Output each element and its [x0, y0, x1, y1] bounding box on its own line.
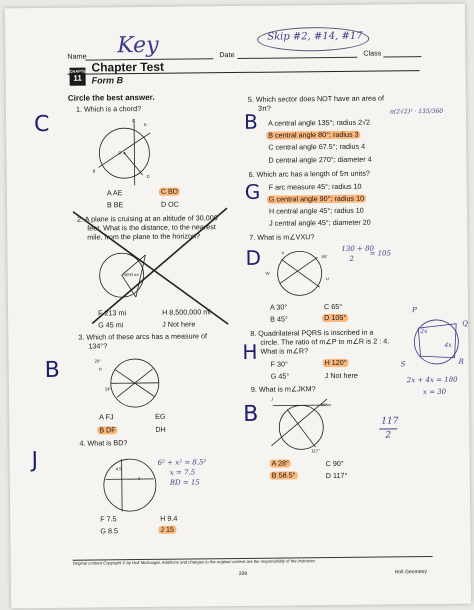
- q3-diagram: [96, 353, 177, 414]
- q1-label-e: E: [144, 121, 147, 127]
- q8-stem-line2: circle. The ratio of m∠P to m∠R is 2 : 4.: [260, 336, 390, 347]
- q3-choice-d: DH: [155, 424, 166, 434]
- q9-choice-b: B 58.5°: [270, 471, 298, 480]
- skip-note: Skip #2, #14, #17: [267, 30, 363, 43]
- q9-choice-c: C 90°: [325, 458, 344, 469]
- form-label: Form B: [91, 75, 124, 86]
- q8-label-p: P: [412, 306, 417, 315]
- q7-mark: D: [245, 245, 262, 270]
- q7-label-u: U: [325, 276, 329, 282]
- q1-choice-b: B BE: [106, 200, 124, 210]
- q8-label-2x: 2x: [420, 328, 428, 336]
- q7-label-v: V: [281, 250, 285, 256]
- q9-mark: B: [243, 401, 259, 427]
- q1-stem: 1. Which is a chord?: [75, 104, 142, 114]
- q3-choice-a: A FJ: [99, 412, 114, 422]
- q8-label-s: S: [400, 360, 406, 369]
- q6-choice-g: G central angle 90°; radius 10: [267, 195, 366, 204]
- q4-stem: 4. What is BD?: [79, 438, 128, 448]
- q5-work: π(2√2)² · 135/360: [389, 107, 444, 116]
- q6-choice-f: F arc measure 45°; radius 10: [268, 181, 362, 192]
- worksheet-page: [5, 4, 471, 609]
- q4-label-4-5: 4.5: [115, 466, 122, 472]
- q9-diagram: [271, 397, 342, 456]
- q1-label-c: C: [132, 118, 136, 124]
- q8-stem-line1: 8. Quadrilateral PQRS is inscribed in a: [250, 327, 374, 338]
- q3-mark: B: [44, 357, 60, 384]
- q7-choice-d: D 105°: [322, 314, 348, 323]
- chapter-title: Chapter Test: [91, 59, 165, 75]
- q2-stem-line3: mile, from the plane to the horizon?: [87, 231, 200, 242]
- date-line: [237, 57, 357, 59]
- q7-choice-b: B 45°: [270, 314, 288, 324]
- q5-choice-d: D central angle 270°; diameter 4: [268, 154, 372, 165]
- q2-choice-h: H 8,500,000 mi: [162, 307, 211, 317]
- q2-label-4000: 4000 mi: [123, 272, 139, 278]
- q4-label-3: 3: [137, 476, 141, 482]
- q2-stem-line1: 2. A plane is cruising at an altitude of 30,000: [77, 213, 218, 224]
- q4-mark: J: [31, 448, 39, 474]
- q9-stem: 9. What is m∠JKM?: [250, 384, 316, 394]
- q8-mark: H: [242, 339, 258, 364]
- q6-choice-j: J central angle 45°; diameter 20: [269, 217, 371, 228]
- q7-label-w: W: [265, 270, 270, 276]
- q4-choice-f: F 7.5: [100, 514, 117, 524]
- q9-choice-a: A 28°: [270, 459, 291, 468]
- q4-work-3: BD = 15: [169, 478, 200, 487]
- q5-choice-c: C central angle 67.5°; radius 4: [268, 141, 366, 152]
- q1-label-d: D: [146, 173, 150, 179]
- q7-work-result: = 105: [369, 249, 391, 258]
- q8-choice-j: J Not here: [324, 370, 358, 381]
- q6-choice-h: H central angle 45°; radius 10: [268, 205, 364, 216]
- chapter-number: 11: [73, 73, 82, 83]
- q8-work-2: x = 30: [422, 387, 447, 397]
- q6-stem: 6. Which arc has a length of 5π units?: [248, 168, 370, 179]
- q8-label-q: Q: [462, 319, 468, 328]
- q7-stem: 7. What is m∠VXU?: [249, 232, 315, 242]
- name-handwritten: Key: [117, 32, 159, 59]
- q2-choice-f: F 213 mi: [98, 308, 127, 318]
- q4-choice-h: H 9.4: [160, 513, 178, 523]
- instructions: Circle the best answer.: [67, 92, 155, 103]
- q3-label-h: H: [98, 366, 102, 372]
- q4-work-2: x = 7.5: [169, 468, 196, 477]
- q8-stem-line3: What is m∠R?: [260, 346, 309, 356]
- q7-label-80: 80°: [321, 254, 328, 260]
- chapter-box: [69, 68, 89, 86]
- q9-label-117: 117°: [311, 448, 320, 454]
- q5-stem-line1: 5. Which sector does NOT have an area of: [247, 93, 384, 104]
- q8-choice-g: G 45°: [270, 371, 290, 381]
- q4-work-1: 6² + x² = 8.5²: [157, 458, 207, 467]
- q9-label-56: 56°: [321, 402, 328, 408]
- q7-work-den: 2: [349, 254, 355, 263]
- date-label: Date: [219, 50, 235, 60]
- q5-choice-b: B central angle 80°; radius 3: [266, 131, 360, 140]
- q2-choice-j: J Not here: [162, 319, 196, 329]
- q8-choice-f: F 30°: [270, 359, 288, 369]
- q1-diagram: [90, 115, 171, 186]
- footer-book: Holt Geometry: [394, 569, 428, 576]
- q9-choice-d: D 117°: [325, 470, 348, 481]
- q3-stem-line1: 3. Which of these arcs has a measure of: [78, 331, 207, 342]
- q1-choice-a: A AE: [106, 188, 123, 198]
- q2-stem-line2: feet. What is the distance, to the nearest: [87, 222, 216, 233]
- q3-label-24: 24°: [104, 386, 112, 392]
- q3-stem-line2: 134°?: [88, 341, 108, 351]
- q7-work-num: 130 + 80: [341, 244, 375, 253]
- q5-stem-line2: 3π?: [257, 103, 271, 113]
- q1-label-o: O: [118, 150, 122, 156]
- footer-copyright: Original content Copyright © by Holt McDougal. Additions and changes to the original content are the responsibility of the instructor.: [72, 558, 316, 566]
- q9-work-fraction-bar: [379, 428, 397, 429]
- q8-choice-h: H 120°: [323, 359, 349, 368]
- q3-choice-b: B DF: [97, 426, 117, 434]
- q8-work-1: 2x + 4x = 180: [406, 375, 458, 385]
- q1-label-b: B: [92, 168, 96, 174]
- q7-choice-c: C 65°: [323, 301, 343, 312]
- q9-work-num: 117: [381, 416, 399, 427]
- q3-choice-c: EG: [155, 411, 166, 421]
- q1-choice-c: C BD: [159, 188, 180, 197]
- chapter-word: CHAPTER: [69, 68, 89, 74]
- class-line: [383, 56, 421, 57]
- class-label: Class: [363, 48, 382, 58]
- name-label: Name: [67, 51, 87, 61]
- q7-choice-a: A 30°: [269, 302, 288, 312]
- q6-mark: G: [244, 179, 261, 204]
- q2-choice-g: G 45 mi: [98, 320, 124, 330]
- q1-mark: C: [33, 111, 50, 138]
- q3-label-20: 20°: [94, 358, 101, 364]
- q5-mark: B: [243, 109, 258, 134]
- q1-choice-d: D OC: [160, 199, 179, 209]
- q8-label-4x: 4x: [444, 341, 452, 349]
- q4-choice-g: G 8.5: [100, 526, 118, 536]
- q4-choice-j: J 15: [158, 526, 176, 534]
- q9-work-den: 2: [385, 430, 392, 441]
- q5-choice-a: A central angle 135°; radius 2√2: [268, 117, 371, 128]
- q9-label-j: J: [270, 396, 274, 402]
- q8-label-r: R: [458, 357, 464, 366]
- footer-page-number: 209: [238, 570, 248, 578]
